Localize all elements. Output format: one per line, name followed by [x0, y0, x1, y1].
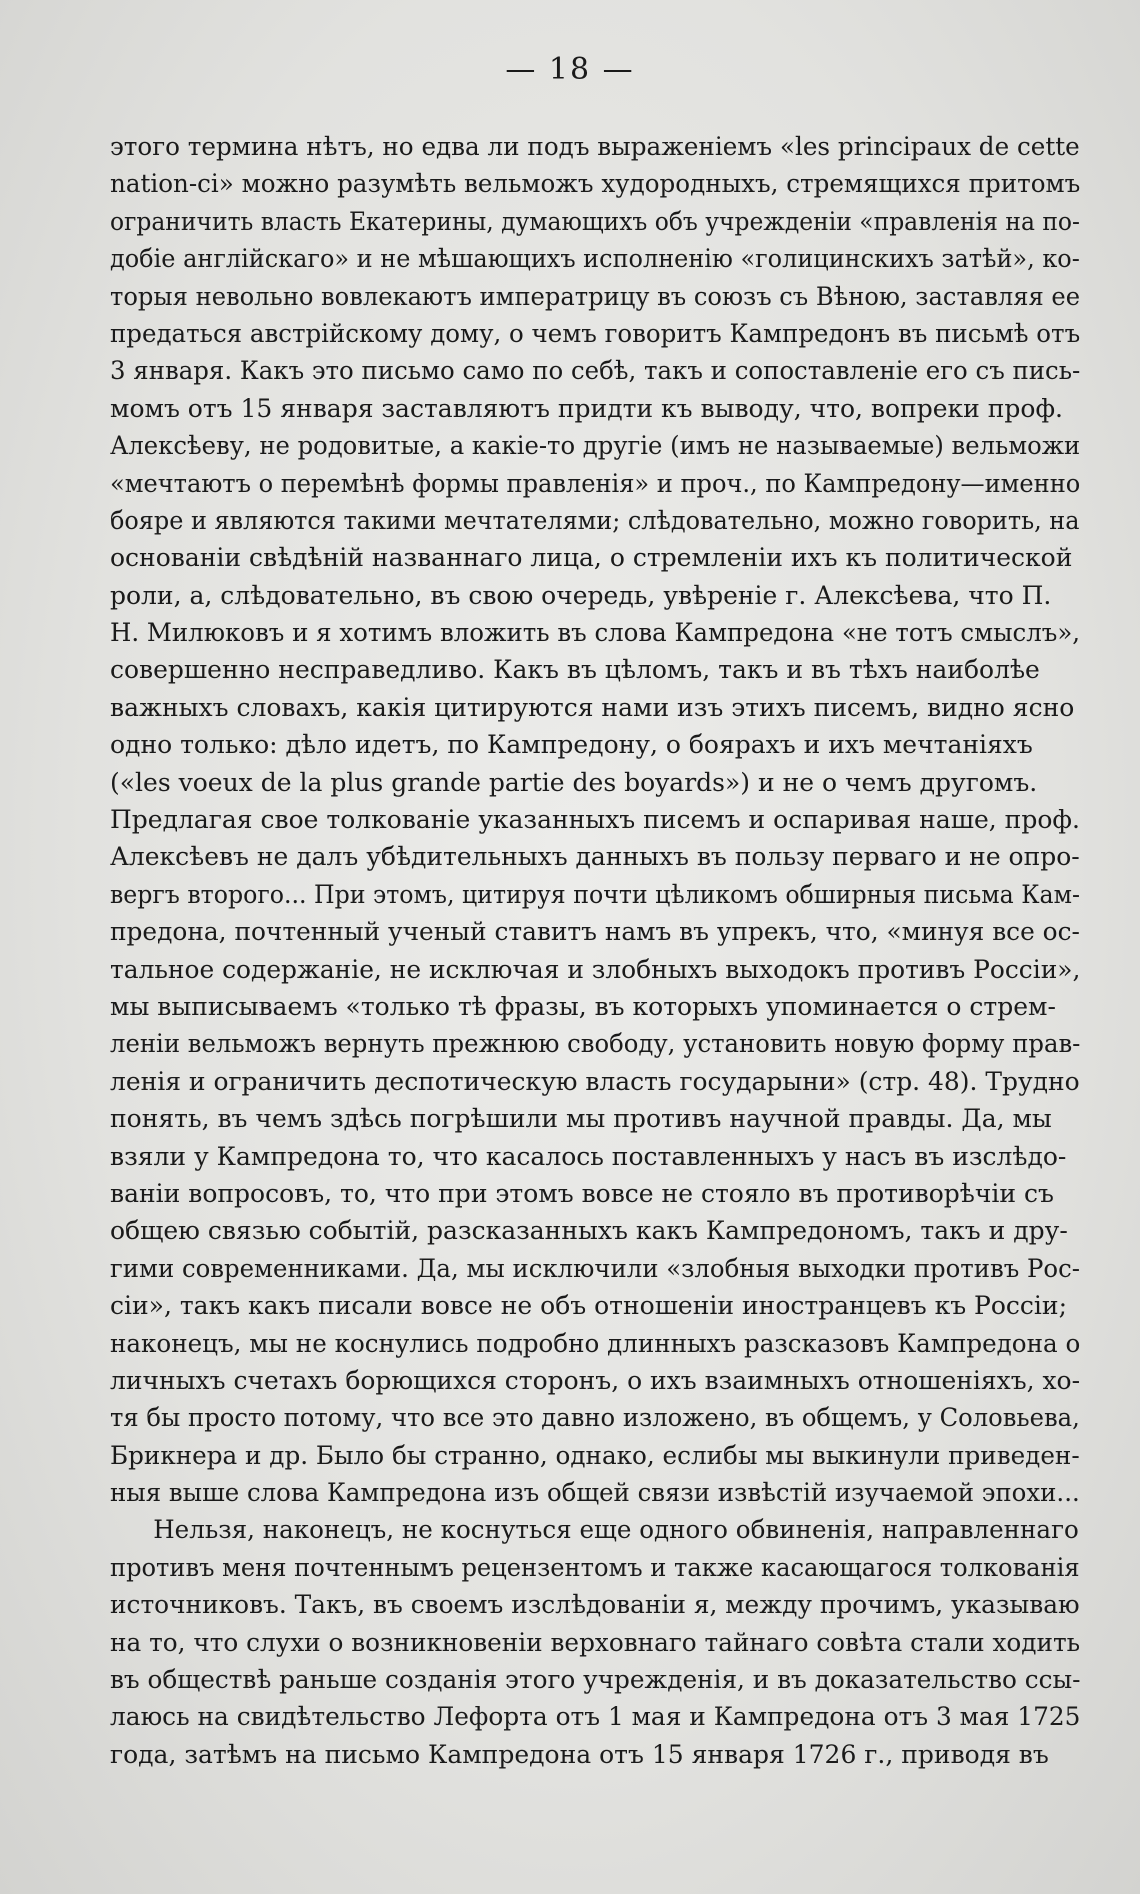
text-line: общею связью событій, разсказанныхъ какъ Кампредономъ, такъ и дру- [110, 1216, 1068, 1246]
text-line: 3 января. Какъ это письмо само по себѣ, такъ и сопоставленіе его съ пись- [110, 356, 1081, 386]
text-line: на то, что слухи о возникновеніи верховнаго тайнаго совѣта стали ходить [110, 1627, 1081, 1657]
text-line: ограничить власть Екатерины, думающихъ объ учрежденіи «правленія на по- [110, 206, 1080, 236]
text-line: торыя невольно вовлекаютъ императрицу въ союзъ съ Вѣною, заставляя ее [110, 281, 1081, 311]
text-line: «мечтаютъ о перемѣнѣ формы правленія» и проч., по Кампредону—именно [110, 468, 1081, 498]
text-line: противъ меня почтеннымъ рецензентомъ и также касающагося толкованія [110, 1552, 1080, 1582]
text-line: бояре и являются такими мечтателями; слѣдовательно, можно говорить, на [110, 505, 1080, 535]
text-line: Алексѣеву, не родовитые, а какіе-то другіе (имъ не называемые) вельможи [110, 431, 1081, 461]
text-line: одно только: дѣло идетъ, по Кампредону, о боярахъ и ихъ мечтаніяхъ [110, 730, 1033, 760]
text-line: ленія и ограничить деспотическую власть государыни» (стр. 48). Трудно [110, 1066, 1080, 1096]
text-line: важныхъ словахъ, какія цитируются нами изъ этихъ писемъ, видно ясно [110, 692, 1075, 722]
text-line: ныя выше слова Кампредона изъ общей связи извѣстій изучаемой эпохи... [110, 1478, 1080, 1508]
text-line: момъ отъ 15 января заставляютъ придти къ выводу, что, вопреки проф. [110, 393, 1063, 423]
text-line: года, затѣмъ на письмо Кампредона отъ 15 января 1726 г., приводя въ [110, 1739, 1049, 1769]
text-line: леніи вельможъ вернуть прежнюю свободу, установить новую форму прав- [110, 1029, 1081, 1059]
paragraph-start-line: Нельзя, наконецъ, не коснуться еще одного обвиненія, направленнаго [153, 1515, 1079, 1545]
body-text [110, 128, 1080, 1773]
text-line: понять, въ чемъ здѣсь погрѣшили мы противъ научной правды. Да, мы [110, 1104, 1052, 1134]
text-line: гими современниками. Да, мы исключили «злобныя выходки противъ Рос- [110, 1253, 1080, 1283]
text-line: тальное содержаніе, не исключая и злобныхъ выходокъ противъ Россіи», [110, 954, 1081, 984]
text-line: сіи», такъ какъ писали вовсе не объ отношеніи иностранцевъ къ Россіи; [110, 1291, 1068, 1321]
text-line: наконецъ, мы не коснулись подробно длинныхъ разсказовъ Кампредона о [110, 1328, 1081, 1358]
text-line: nation-ci» можно разумѣть вельможъ худородныхъ, стремящихся притомъ [110, 169, 1081, 199]
text-line: вергъ второго... При этомъ, цитируя почти цѣликомъ обширныя письма Кам- [110, 879, 1080, 909]
text-line: основаніи свѣдѣній названнаго лица, о стремленіи ихъ къ политической [110, 543, 1073, 573]
text-line: предона, почтенный ученый ставитъ намъ въ упрекъ, что, «минуя все ос- [110, 917, 1080, 947]
text-line: роли, а, слѣдовательно, въ свою очередь, увѣреніе г. Алексѣева, что П. [110, 580, 1052, 610]
text-line: Алексѣевъ не далъ убѣдительныхъ данныхъ въ пользу перваго и не опро- [110, 842, 1080, 872]
text-line: мы выписываемъ «только тѣ фразы, въ которыхъ упоминается о стрем- [110, 991, 1056, 1021]
text-line: Брикнера и др. Было бы странно, однако, еслибы мы выкинули приведен- [110, 1440, 1080, 1470]
text-line: взяли у Кампредона то, что касалось поставленныхъ у насъ въ изслѣдо- [110, 1141, 1067, 1171]
text-line: въ обществѣ раньше созданія этого учрежденія, и въ доказательство ссы- [110, 1665, 1081, 1695]
text-line: совершенно несправедливо. Какъ въ цѣломъ, такъ и въ тѣхъ наиболѣе [110, 655, 1040, 685]
text-line: источниковъ. Такъ, въ своемъ изслѣдованіи я, между прочимъ, указываю [110, 1590, 1080, 1620]
text-line: этого термина нѣтъ, но едва ли подъ выраженіемъ «les principaux de cette [110, 132, 1080, 161]
text-line: лаюсь на свидѣтельство Лефорта отъ 1 мая и Кампредона отъ 3 мая 1725 [110, 1702, 1081, 1732]
text-line: тя бы просто потому, что все это давно изложено, въ общемъ, у Соловьева, [110, 1403, 1080, 1433]
text-line: личныхъ счетахъ борющихся сторонъ, о ихъ взаимныхъ отношеніяхъ, хо- [110, 1365, 1081, 1395]
text-line: Предлагая свое толкованіе указанныхъ писемъ и оспаривая наше, проф. [110, 805, 1080, 835]
text-line: ваніи вопросовъ, то, что при этомъ вовсе не стояло въ противорѣчіи съ [110, 1178, 1054, 1208]
text-line: добіе англійскаго» и не мѣшающихъ исполненію «голицинскихъ затѣй», ко- [110, 244, 1080, 274]
text-line: («les voeux de la plus grande partie des boyards») и не о чемъ другомъ. [110, 767, 1038, 797]
text-line: Н. Милюковъ и я хотимъ вложить въ слова Кампредона «не тотъ смыслъ», [110, 618, 1081, 648]
text-line: предаться австрійскому дому, о чемъ говоритъ Кампредонъ въ письмѣ отъ [110, 318, 1081, 348]
page-number: — 18 — [505, 52, 635, 87]
